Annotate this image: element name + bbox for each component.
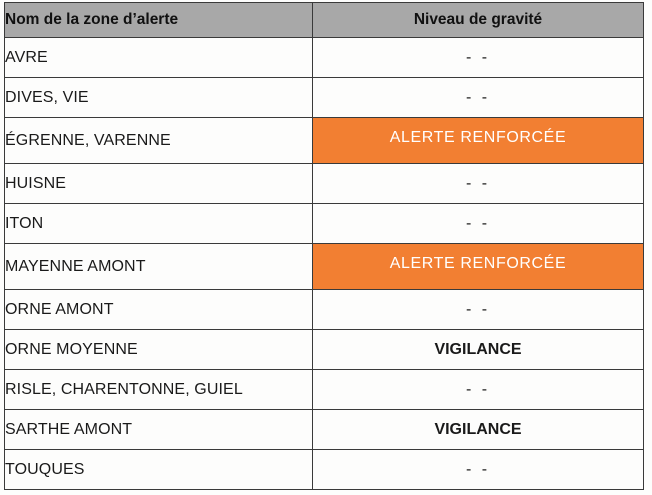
severity-level-cell: - -	[313, 450, 644, 490]
table-row	[5, 370, 644, 410]
severity-level-cell: ALERTE RENFORCÉE	[313, 244, 644, 290]
zone-name-cell: ORNE AMONT	[5, 290, 313, 330]
table-row	[5, 78, 644, 118]
zone-name-cell: AVRE	[5, 38, 313, 78]
severity-level-cell: ALERTE RENFORCÉE	[313, 118, 644, 164]
table-row	[5, 38, 644, 78]
zone-name-cell: RISLE, CHARENTONNE, GUIEL	[5, 370, 313, 410]
severity-level-cell: - -	[313, 204, 644, 244]
header-row	[5, 3, 644, 38]
severity-level-cell: - -	[313, 38, 644, 78]
severity-level-cell: - -	[313, 290, 644, 330]
table-row	[5, 290, 644, 330]
severity-level-cell: VIGILANCE	[313, 410, 644, 450]
table-row	[5, 204, 644, 244]
table-row	[5, 118, 644, 164]
severity-level-cell: - -	[313, 78, 644, 118]
table-body	[5, 38, 644, 490]
header-zone-name: Nom de la zone d’alerte	[5, 3, 313, 38]
severity-level-cell: VIGILANCE	[313, 330, 644, 370]
severity-level-cell: - -	[313, 370, 644, 410]
alert-zone-table	[4, 2, 644, 490]
zone-name-cell: ÉGRENNE, VARENNE	[5, 118, 313, 164]
table-row	[5, 410, 644, 450]
zone-name-cell: SARTHE AMONT	[5, 410, 313, 450]
table-row	[5, 450, 644, 490]
zone-name-cell: HUISNE	[5, 164, 313, 204]
zone-name-cell: ITON	[5, 204, 313, 244]
zone-name-cell: MAYENNE AMONT	[5, 244, 313, 290]
table-header	[5, 3, 644, 38]
zone-name-cell: DIVES, VIE	[5, 78, 313, 118]
zone-name-cell: ORNE MOYENNE	[5, 330, 313, 370]
severity-level-cell: - -	[313, 164, 644, 204]
header-severity-level: Niveau de gravité	[313, 3, 644, 38]
table-row	[5, 244, 644, 290]
table-row	[5, 330, 644, 370]
table-row	[5, 164, 644, 204]
zone-name-cell: TOUQUES	[5, 450, 313, 490]
